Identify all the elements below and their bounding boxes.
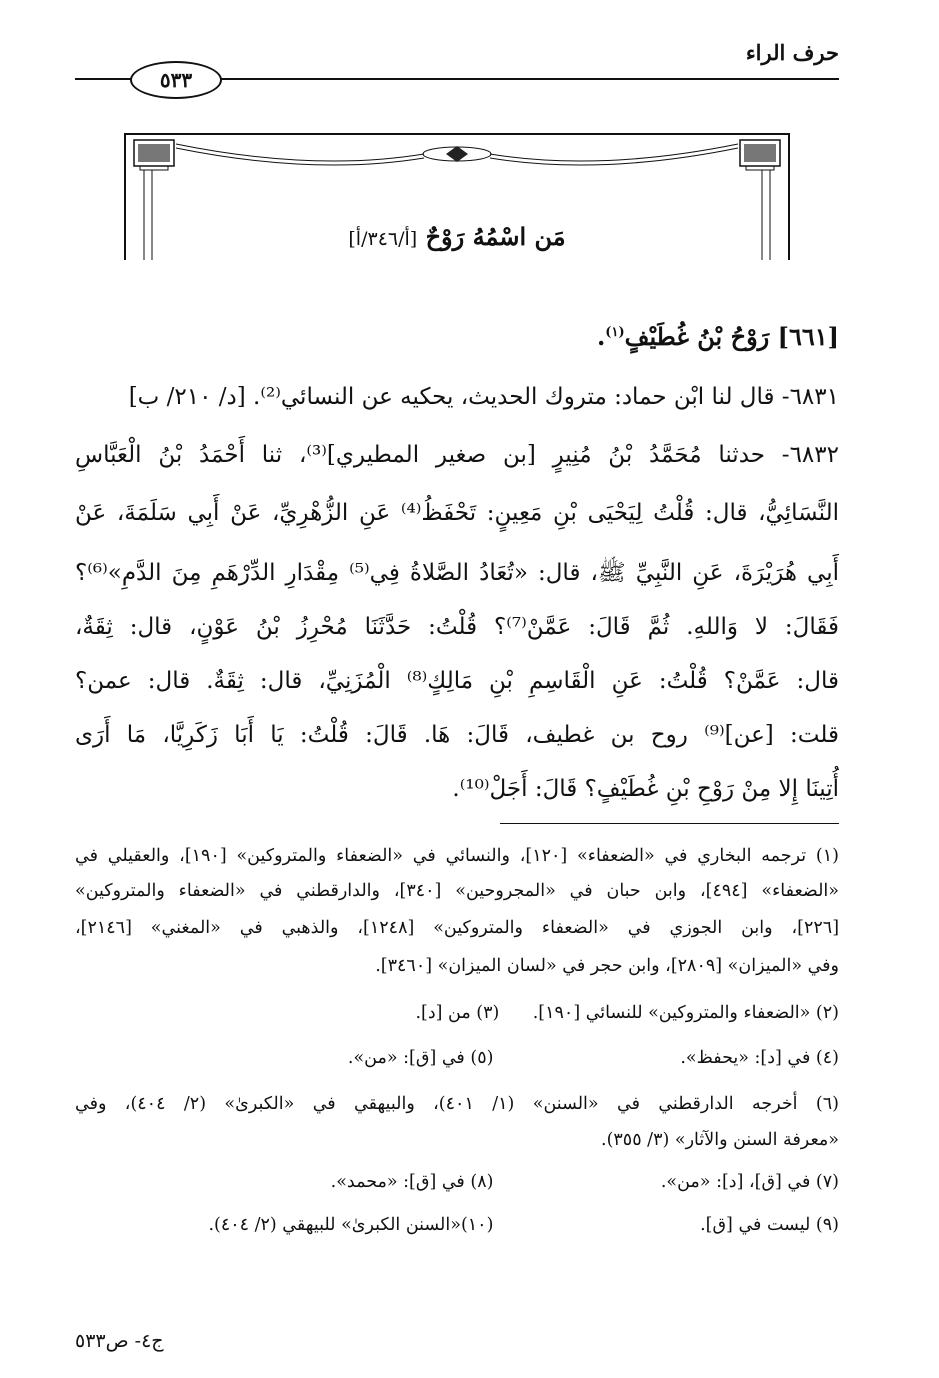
footnote-5: (٥) في [ق]: «من».	[347, 1048, 494, 1068]
body-line: النَّسَائِيُّ، قال: قُلْتُ لِيَحْيَى بْنِ مَعِينٍ: تَحْفَظُ⁽⁴⁾ عَنِ الزُّهْرِيِّ، عَنْ أَبِي سَلَمَةَ، عَنْ	[75, 500, 839, 526]
section-title: مَن اسْمُهُ رَوْحٌ	[425, 222, 566, 251]
body-line: قال: عَمَّنْ؟ قُلْتُ: عَنِ الْقَاسِمِ بْنِ مَالِكٍ⁽⁸⁾ الْمُزَنِيِّ، قال: ثِقَةٌ. قال: عمن؟	[75, 668, 839, 694]
body-line: ٦٨٣٢- حدثنا مُحَمَّدُ بْنُ مُنِيرٍ [بن صغير المطيري]⁽³⁾، ثنا أَحْمَدُ بْنُ الْعَبَّاسِ	[75, 442, 839, 468]
body-line: فَقَالَ: لا وَاللهِ. ثُمَّ قَالَ: عَمَّنْ⁽⁷⁾؟ قُلْتُ: حَدَّثَنَا مُحْرِزُ بْنُ عَوْنٍ، قال: ثِقَةٌ،	[75, 614, 839, 640]
body-line: أُتِينَا إِلا مِنْ رَوْحِ بْنِ غُطَيْفٍ؟ قَالَ: أَجَلْ⁽¹⁰⁾.	[452, 776, 839, 802]
section-heading	[124, 222, 790, 251]
footnote-line: «الضعفاء» [٤٩٤]، وابن حبان في «المجروحين» [٣٤٠]، والدارقطني في «الضعفاء والمتروكين»	[75, 881, 840, 901]
footnote-pair	[75, 1003, 839, 1023]
body-line: قلت: [عن]⁽⁹⁾ روح بن غطيف، قَالَ: هَا. قَالَ: قُلْتُ: يَا أَبَا زَكَرِيَّا، مَا أَرَى	[75, 722, 839, 748]
footnote-8: (٨) في [ق]: «محمد».	[330, 1172, 494, 1192]
manuscript-ref: [أ/٣٤٦/أ]	[348, 228, 418, 250]
footnote-2: (٢) «الضعفاء والمتروكين» للنسائي [١٩٠].	[532, 1003, 839, 1023]
entry-number: [٦٦١]	[777, 322, 839, 351]
footnote-3: (٣) من [د].	[415, 1003, 500, 1023]
footnote-pair	[75, 1215, 839, 1235]
footnote-rule	[500, 823, 839, 824]
running-head: حرف الراء	[745, 40, 839, 65]
footnote-9: (٩) ليست في [ق].	[700, 1215, 839, 1235]
body-line: أَبِي هُرَيْرَةَ، عَنِ النَّبِيِّ ﷺ، قال: «تُعَادُ الصَّلاةُ فِي⁽⁵⁾ مِقْدَارِ الدِّرْهَمِ مِنَ الدَّمِ»⁽⁶⁾؟	[75, 560, 839, 586]
entry-name: رَوْحُ بْنُ غُطَيْفٍ	[624, 322, 770, 351]
footnote-4: (٤) في [د]: «يحفظ».	[680, 1048, 839, 1068]
footnote-pair	[75, 1048, 839, 1068]
footnote-mark: (١)	[605, 325, 625, 340]
footnote-line: «معرفة السنن والآثار» (٣/ ٣٥٥).	[601, 1130, 839, 1150]
footnote-10: (١٠)«السنن الكبرىٰ» للبيهقي (٢/ ٤٠٤).	[208, 1215, 494, 1235]
footnote-line: (١) ترجمه البخاري في «الضعفاء» [١٢٠]، والنسائي في «الضعفاء والمتروكين» [١٩٠]، والعقيلي في	[75, 846, 839, 866]
page-number-badge	[130, 61, 222, 99]
page-number: ٥٣٣	[159, 68, 193, 92]
footnote-line: [٢٢٦]، وابن الجوزي في «الضعفاء والمتروكين» [١٢٤٨]، والذهبي في «المغني» [٢١٤٦]،	[75, 918, 840, 938]
volume-page-ref: ج٤- ص٥٣٣	[75, 1330, 164, 1352]
footnote-pair	[75, 1172, 839, 1192]
entry-heading: [٦٦١] رَوْحُ بْنُ غُطَيْفٍ$^{(١)}$.	[596, 322, 839, 351]
footnote-line: (٦) أخرجه الدارقطني في «السنن» (١/ ٤٠١)، والبيهقي في «الكبرىٰ» (٢/ ٤٠٤)، وفي	[75, 1094, 839, 1114]
body-line: ٦٨٣١- قال لنا ابْن حماد: متروك الحديث، يحكيه عن النسائي⁽²⁾. [د/ ٢١٠/ ب]	[128, 384, 839, 410]
footnote-line: وفي «الميزان» [٢٨٠٩]، وابن حجر في «لسان الميزان» [٣٤٦٠].	[375, 956, 839, 976]
footnote-7: (٧) في [ق]، [د]: «من».	[660, 1172, 839, 1192]
